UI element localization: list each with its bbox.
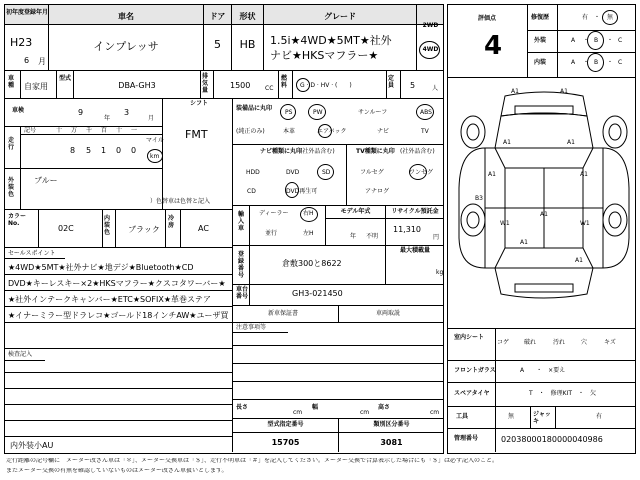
chassis-value: GH3-021450	[292, 289, 343, 298]
mileage-digit-3: 0	[116, 146, 122, 155]
reg-month: 6	[24, 56, 30, 65]
recycle-unit: 円	[433, 234, 440, 241]
recycle-label: リサイクル預託金	[391, 208, 439, 215]
exterior-label: 外装色	[8, 177, 15, 198]
ext-grade-dot1: ・	[583, 37, 590, 44]
inspection-year-unit: 年	[104, 115, 111, 122]
navi-cd: CD	[247, 188, 256, 195]
front-glass-options: A ・ ×要え	[520, 367, 566, 374]
capacity-label: 定員	[388, 75, 395, 89]
int-grade-a: A	[571, 59, 576, 66]
handle-left: 左H	[303, 230, 314, 237]
interior-color: ブラック	[128, 225, 160, 234]
equip-airbag-circle	[318, 124, 332, 138]
model-label: 型式	[59, 75, 72, 82]
repair-options: 有 ・	[582, 14, 601, 21]
spare-tire-options: T ・ 修理KIT ・ 欠	[529, 390, 597, 397]
navi-label: ナビ種類に丸印	[260, 148, 303, 155]
manual-label: 車両取説	[376, 310, 401, 317]
inspection-label: 車検	[12, 107, 25, 114]
sales-point-line-0: ★4WD★5MT★社外ナビ★地デジ★Bluetooth★CD	[8, 263, 194, 272]
equip-navi: ナビ	[377, 128, 390, 135]
recycle-value: 11,310	[393, 225, 421, 234]
warranty-label: 新車保証書	[268, 310, 299, 317]
reg-year: H23	[10, 36, 33, 49]
equip-ps-circle	[280, 104, 296, 120]
tv-fullseg: フルセグ	[360, 169, 384, 176]
repair-none-circle	[602, 10, 618, 25]
mileage-digit-label-4: 十	[116, 127, 123, 134]
twowd-label: 2WD	[422, 22, 439, 29]
mileage-digit-2: 1	[101, 146, 107, 155]
interior-sheet-label: 室内シート	[454, 334, 485, 341]
designation-label: 型式指定番号	[267, 421, 304, 428]
grade-label: グレード	[324, 12, 356, 21]
diagram-label-9: B3	[475, 195, 483, 202]
int-grade-label: 内装	[534, 59, 547, 66]
chassis-label: 車台番号	[236, 286, 249, 300]
mileage-digit-0: 8	[70, 146, 76, 155]
grade-line1: 1.5i★4WD★5MT★社外	[270, 34, 392, 47]
length-unit: cm	[293, 409, 303, 416]
equip-pw: PW	[313, 109, 323, 116]
interior-color-label: 内装色	[104, 215, 111, 236]
sales-point-line-3: ★イナーミラー型ドラレコ★ゴールド18インチAW★ユーザ買	[8, 311, 229, 320]
mileage-label: 走行	[8, 137, 15, 151]
handle-right: 右H	[303, 210, 314, 217]
sheet-opt-scratch: キズ	[604, 339, 616, 346]
class-value: 3081	[380, 438, 403, 447]
navi-sd: SD	[322, 169, 331, 176]
sheet-opt-tear: 破れ	[524, 339, 537, 346]
km-label: km	[150, 153, 160, 160]
color-no-label: カラーNo.	[8, 213, 27, 227]
equip-sunroof: サンルーフ	[358, 109, 388, 116]
equip-abs-circle	[416, 104, 434, 120]
navi-dvd: DVD	[286, 169, 300, 176]
shape: HB	[239, 38, 256, 51]
mgmt-label: 管理番号	[454, 435, 479, 442]
ext-grade-dot2: ・	[607, 37, 614, 44]
ext-grade-c: C	[618, 37, 623, 44]
length-label: 長さ	[236, 404, 249, 411]
tools-value: 無	[508, 413, 515, 420]
model-year-label: モデル年式	[340, 208, 371, 215]
score-value: 4	[484, 31, 503, 61]
plate-label: 登録番号	[238, 251, 245, 279]
equipment-sub: (純正のみ)	[236, 128, 265, 135]
width-label: 幅	[312, 404, 319, 411]
notes-label: 注意事項等	[236, 324, 267, 331]
jack-label: ジャッキ	[533, 411, 551, 425]
color-no: 02C	[58, 224, 74, 233]
diagram-label-10: A1	[520, 239, 528, 246]
tools-label: 工具	[456, 413, 469, 420]
mgmt-value: 02038000180000040986	[501, 435, 603, 444]
ac-value: AC	[198, 224, 209, 233]
mileage-unit-label: 記号	[24, 127, 37, 134]
sheet-opt-burn: コゲ	[497, 339, 510, 346]
doors: 5	[214, 38, 221, 51]
mileage-digit-1: 5	[86, 146, 92, 155]
plate-value: 倉敷300と8622	[282, 259, 342, 268]
person-unit: 人	[432, 85, 439, 92]
import-label: 輸入車	[238, 211, 245, 232]
shift-label: シフト	[190, 100, 209, 107]
car-name-label: 車名	[118, 12, 134, 21]
inspector-bottom-note: 内外装小AU	[10, 441, 54, 450]
diagram-label-6: W1	[500, 220, 510, 227]
shape-label: 形状	[239, 12, 256, 21]
class-label: 類別区分番号	[373, 421, 410, 428]
displacement: 1500	[230, 81, 251, 90]
diagram-label-3: A1	[567, 139, 575, 146]
mileage-digit-label-2: 千	[86, 127, 93, 134]
diagram-label-1: A1	[560, 88, 568, 95]
int-grade-dot2: ・	[607, 59, 614, 66]
first-reg-label: 初年度登録年月	[6, 9, 49, 16]
handle-right-circle	[300, 207, 318, 222]
navi-sd-circle	[317, 164, 334, 180]
fuel-options: G · D · HV · ( )	[300, 82, 352, 89]
import-dealer: ディーラー	[259, 210, 289, 217]
mileage-digit-label-0: 十	[56, 127, 63, 134]
fourwd-circle	[419, 41, 440, 59]
equip-ps: PS	[285, 109, 293, 116]
grade-line2: ナビ★HKSマフラー★	[270, 49, 379, 62]
fourwd-label: 4WD	[422, 46, 439, 53]
mileage-digit-4: 0	[131, 146, 137, 155]
tv-oneseg-circle	[409, 164, 427, 180]
width-unit: cm	[360, 409, 370, 416]
sheet-opt-stain: 汚れ	[553, 339, 566, 346]
tv-oneseg: ワンセグ	[409, 169, 434, 176]
exterior-note: ）色替車は色替と記入	[150, 198, 211, 205]
km-circle	[147, 149, 163, 163]
int-grade-b: B	[594, 59, 599, 66]
diagram-label-7: W1	[580, 220, 590, 227]
height-unit: cm	[430, 409, 440, 416]
sales-point-line-2: ★社外インテークキャンバー★ETC★SOFIX★革巻ステア	[8, 295, 211, 304]
ac-label: 冷房	[168, 215, 175, 229]
int-grade-c: C	[618, 59, 623, 66]
jack-value: 有	[596, 413, 603, 420]
sheet-opt-hole: 穴	[581, 339, 588, 346]
ext-grade-circle	[587, 31, 604, 50]
max-load-label: 最大積載量	[399, 247, 430, 254]
reg-month-unit: 月	[38, 57, 46, 66]
designation-value: 15705	[271, 438, 300, 447]
ext-grade-label: 外装	[534, 37, 547, 44]
height-label: 高さ	[378, 404, 391, 411]
inspection-year: 9	[78, 108, 84, 117]
import-parallel: 並行	[265, 230, 278, 237]
diagram-label-11: A1	[575, 257, 583, 264]
diagram-label-2: A1	[503, 139, 511, 146]
inspector-label: 検査記入	[8, 351, 33, 358]
model-year-unknown: 不明	[366, 233, 379, 240]
tv-label: TV種類に丸印	[356, 148, 395, 155]
equip-abs: ABS	[420, 109, 432, 116]
inspection-month-unit: 月	[148, 115, 155, 122]
int-grade-dot1: ・	[583, 59, 590, 66]
repair-none: 無	[607, 14, 614, 21]
sales-points-label: セールスポイント	[8, 250, 56, 257]
sales-point-line-1: DVD★キーレスキー×2★HKSマフラー★クスコタワーバー★	[8, 279, 226, 288]
door-label: ドア	[209, 12, 226, 21]
ext-grade-b: B	[594, 37, 599, 44]
usage: 自家用	[24, 82, 48, 91]
capacity: 5	[410, 81, 416, 90]
equipment-label: 装備品に丸印	[236, 105, 273, 112]
navi-dvd-play-circle	[285, 182, 299, 198]
diagram-label-8: A1	[540, 211, 548, 218]
equip-leather: 本革	[283, 128, 296, 135]
spare-tire-label: スペアタイヤ	[454, 390, 490, 397]
mileage-digit-label-3: 百	[101, 127, 108, 134]
mile-label: マイル	[146, 137, 164, 144]
displacement-label: 排気量	[202, 73, 209, 94]
repair-label: 修復歴	[531, 14, 550, 21]
fuel-label: 燃料	[281, 75, 288, 89]
score-label: 評価点	[478, 15, 497, 22]
diagram-label-0: A1	[511, 88, 519, 95]
exterior-color: ブルー	[34, 176, 58, 185]
tv-sub: (社外品含む)	[400, 148, 435, 155]
front-glass-label: フロントガラス	[454, 367, 496, 374]
inspection-month: 3	[124, 108, 130, 117]
equip-airbag: エアバック	[317, 128, 347, 135]
tv-analog: アナログ	[365, 188, 390, 195]
vehicle-type-label: 車種	[8, 75, 15, 89]
int-grade-circle	[587, 53, 604, 72]
footer-line2: またメーター交換の有無を確認していないものはメーター改ざん車扱いとします。	[6, 468, 228, 474]
navi-dvd-play: DVD再生可	[286, 188, 318, 195]
model: DBA-GH3	[118, 81, 156, 90]
diagram-label-5: A1	[580, 171, 588, 178]
cc-unit: CC	[265, 85, 274, 92]
diagram-label-4: A1	[488, 171, 496, 178]
equip-pw-circle	[308, 104, 326, 120]
equip-tv: TV	[421, 128, 429, 135]
car-name: インプレッサ	[93, 40, 159, 53]
max-load-unit: kg	[436, 269, 444, 276]
footer-line1: 走行距離の記号欄に メーター改ざん車は「＊」、メーター交換車は「＄」、走行不明車は「＃」を記入してください。メーター交換で合算表示した場合にも「＄」は必ず記入のこと。	[6, 458, 499, 464]
shift-value: FMT	[185, 128, 208, 141]
ext-grade-a: A	[571, 37, 576, 44]
navi-hdd: HDD	[246, 169, 260, 176]
model-year-unit: 年	[350, 233, 357, 240]
fuel-circle	[296, 78, 310, 92]
mileage-digit-label-5: 一	[131, 127, 138, 134]
navi-sub: (社外品含む)	[300, 148, 335, 155]
mileage-digit-label-1: 万	[71, 127, 78, 134]
